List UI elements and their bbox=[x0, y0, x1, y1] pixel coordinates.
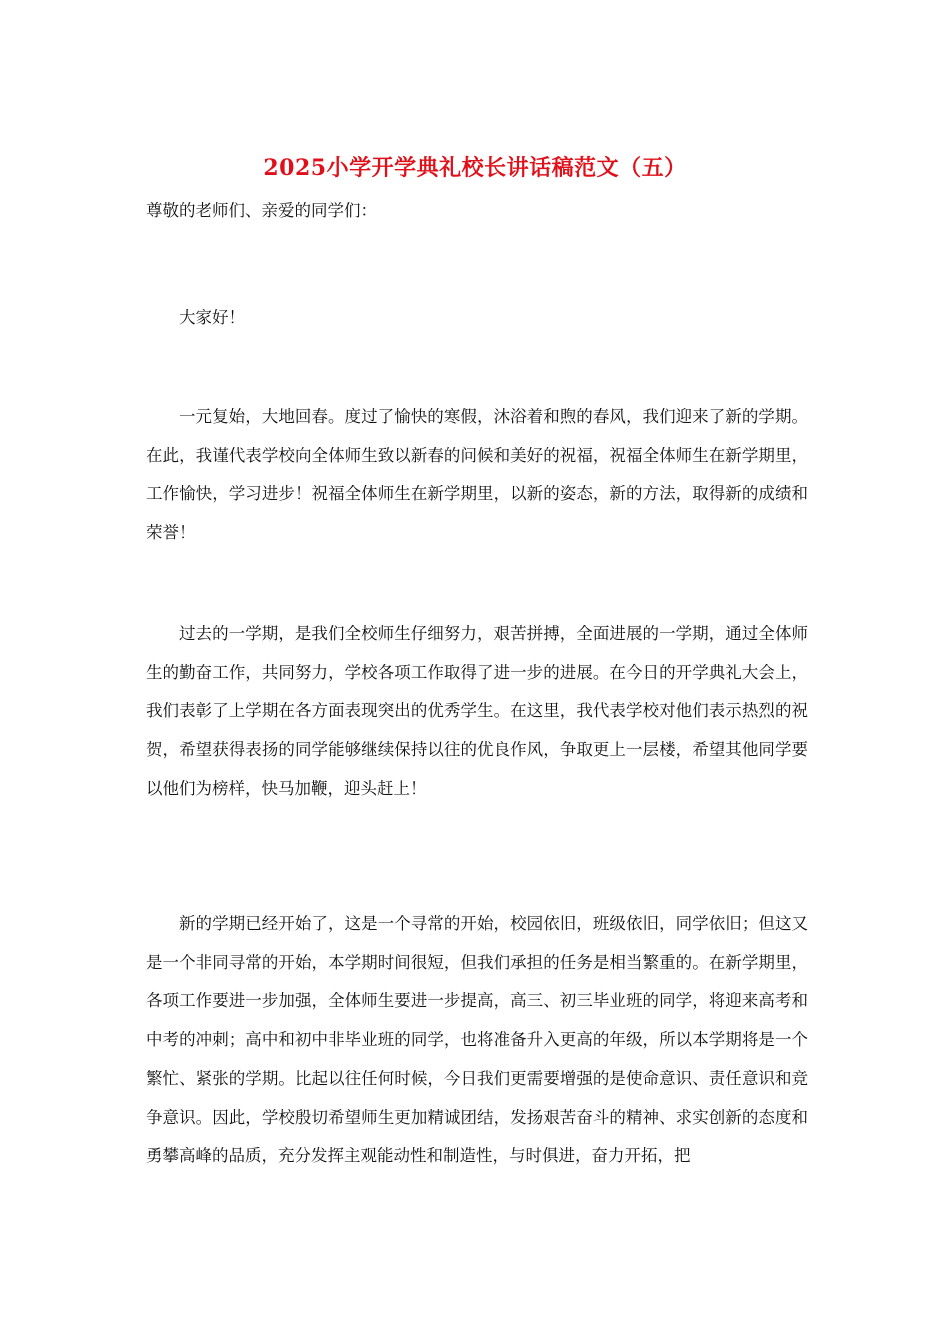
paragraph-new-year: 一元复始，大地回春。度过了愉快的寒假，沐浴着和煦的春风，我们迎来了新的学期。在此，我谨代表学校向全体师生致以新春的问候和美好的祝福，祝福全体师生在新学期里，工作愉快，学习进步！祝福全体师生在新学期里，以新的姿态，新的方法，取得新的成绩和荣誉！ bbox=[146, 407, 808, 543]
paragraph-last-term: 过去的一学期，是我们全校师生仔细努力，艰苦拼搏，全面进展的一学期，通过全体师生的勤奋工作，共同努力，学校各项工作取得了进一步的进展。在今日的开学典礼大会上，我们表彰了上学期在各方面表现突出的优秀学生。在这里，我代表学校对他们表示热烈的祝贺，希望获得表扬的同学能够继续保持以往的优良作风，争取更上一层楼，希望其他同学要以他们为榜样，快马加鞭，迎头赶上！ bbox=[146, 624, 808, 798]
greeting-line: 尊敬的老师们、亲爱的同学们： bbox=[146, 201, 377, 220]
paragraph-new-term: 新的学期已经开始了，这是一个寻常的开始，校园依旧，班级依旧，同学依旧；但这又是一个非同寻常的开始，本学期时间很短，但我们承担的任务是相当繁重的。在新学期里，各项工作要进一步加强，全体师生要进一步提高，高三、初三毕业班的同学，将迎来高考和中考的冲刺；高中和初中非毕业班的同学，也将准备升入更高的年级，所以本学期将是一个繁忙、紧张的学期。比起以往任何时候，今日我们更需要增强的是使命意识、责任意识和竞争意识。因此，学校殷切希望师生更加精诚团结，发扬艰苦奋斗的精神、求实创新的态度和勇攀高峰的品质，充分发挥主观能动性和制造性，与时俱进，奋力开拓，把 bbox=[146, 914, 808, 1166]
document-title: 2025小学开学典礼校长讲话稿范文（五） bbox=[263, 155, 687, 181]
paragraph-hello: 大家好！ bbox=[179, 308, 245, 327]
